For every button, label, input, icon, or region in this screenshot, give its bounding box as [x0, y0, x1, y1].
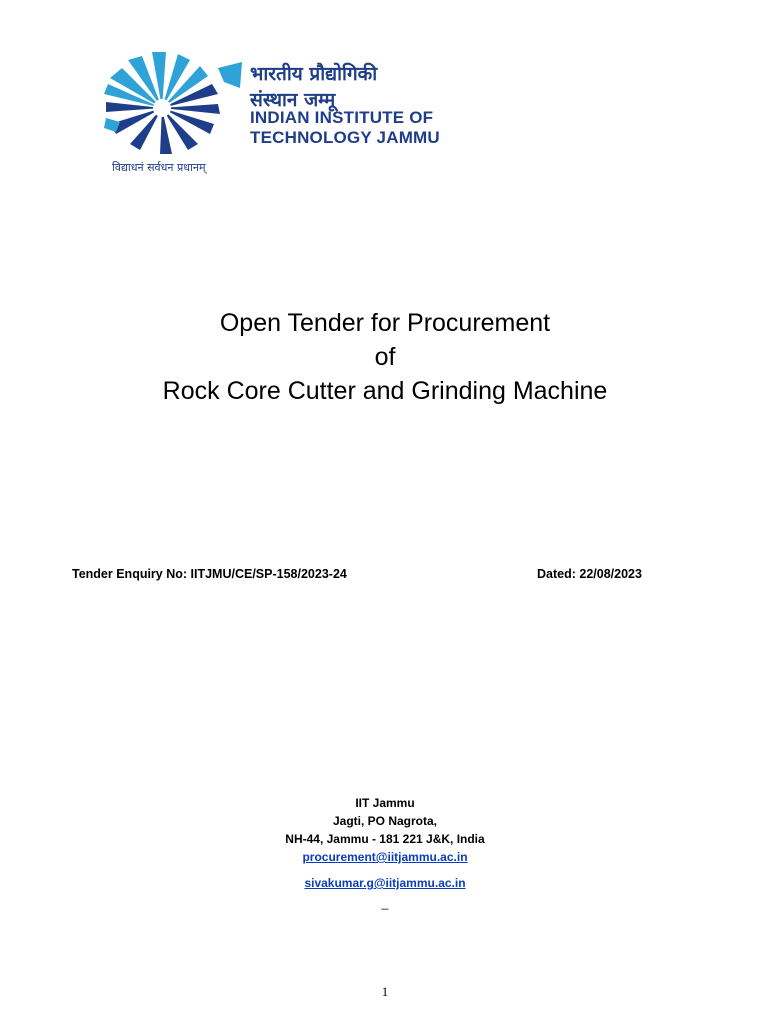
- page-number: 1: [381, 984, 389, 999]
- title-line-1: Open Tender for Procurement: [219, 309, 551, 337]
- logo-motto: विद्याधनं सर्वधन प्रधानम्: [112, 161, 206, 174]
- tender-enquiry-number: Tender Enquiry No: IITJMU/CE/SP-158/2023-24: [72, 567, 347, 581]
- iit-jammu-logo: [100, 48, 440, 188]
- trailing-mark: _: [381, 896, 389, 910]
- document-title: [0, 306, 770, 408]
- title-line-3: Rock Core Cutter and Grinding Machine: [162, 377, 608, 405]
- logo-english-line-1: INDIAN INSTITUTE OF: [250, 108, 434, 127]
- logo-hindi-line-1: भारतीय प्रौद्योगिकी: [250, 63, 378, 85]
- title-line-2: of: [374, 343, 396, 371]
- logo-hindi-line-2: संस्थान जम्मू: [250, 89, 336, 111]
- address-block: [0, 794, 770, 892]
- logo-english-line-2: TECHNOLOGY JAMMU: [250, 128, 440, 147]
- contact-email-link[interactable]: sivakumar.g@iitjammu.ac.in: [304, 876, 466, 890]
- tender-date: Dated: 22/08/2023: [537, 567, 642, 581]
- address-line-3: NH-44, Jammu - 181 221 J&K, India: [285, 832, 485, 846]
- iit-jammu-emblem-icon: [100, 48, 250, 160]
- address-line-2: Jagti, PO Nagrota,: [332, 814, 438, 828]
- address-line-1: IIT Jammu: [355, 796, 415, 810]
- procurement-email-link[interactable]: procurement@iitjammu.ac.in: [302, 850, 468, 864]
